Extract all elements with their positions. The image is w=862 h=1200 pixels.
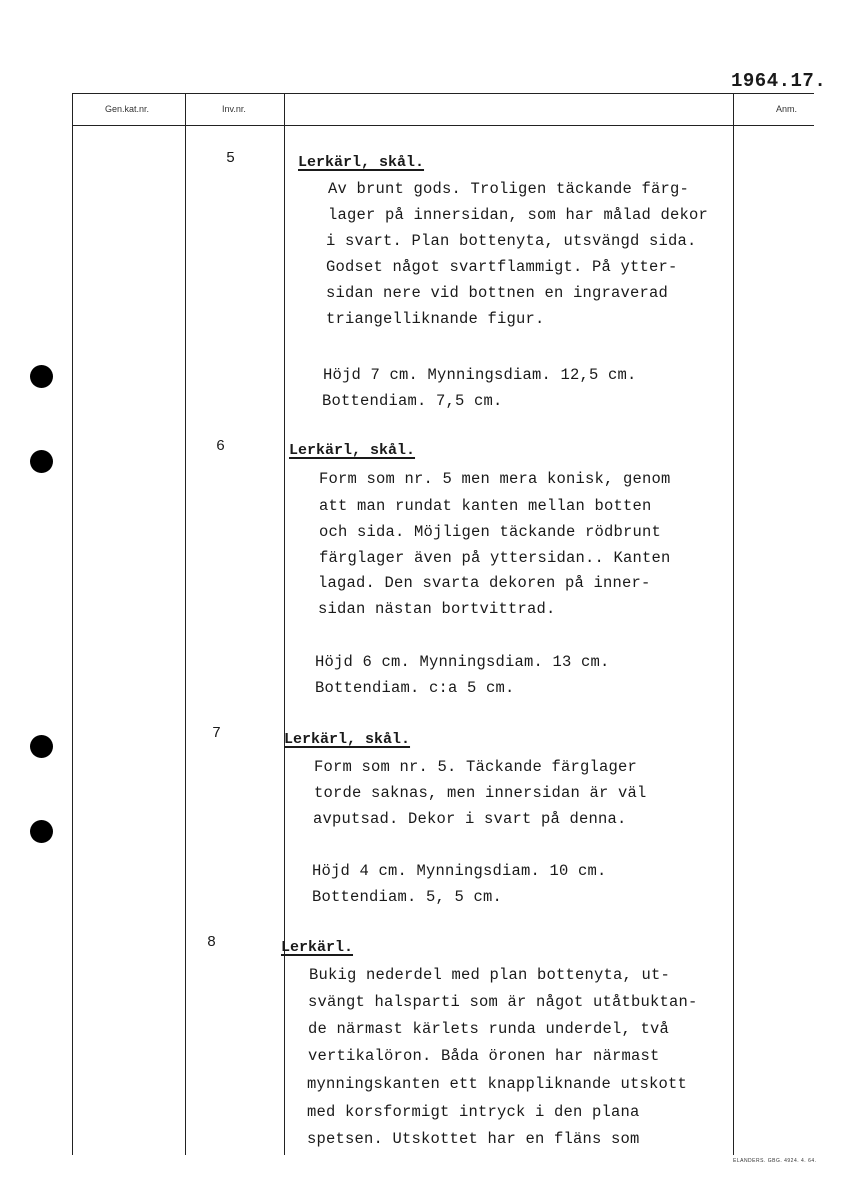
description-line: svängt halsparti som är något utåtbuktan- (308, 993, 698, 1011)
description-line: lagad. Den svarta dekoren på inner- (318, 574, 651, 592)
column-divider-left (72, 93, 73, 1155)
description-line: Bukig nederdel med plan bottenyta, ut- (309, 966, 671, 984)
description-line: sidan nästan bortvittrad. (318, 600, 556, 618)
entry-number: 5 (226, 150, 236, 167)
description-line: avputsad. Dekor i svart på denna. (313, 810, 627, 828)
punch-hole (30, 365, 53, 388)
description-line: de närmast kärlets runda underdel, två (308, 1020, 670, 1038)
entry-title: Lerkärl. (281, 939, 354, 956)
description-line: sidan nere vid bottnen en ingraverad (326, 284, 669, 302)
description-line: mynningskanten ett knappliknande utskott (307, 1075, 688, 1093)
description-line: färglager även på yttersidan.. Kanten (319, 549, 671, 567)
printer-footer: ELANDERS. GBG. 4924. 4. 64. (733, 1158, 817, 1164)
header-bottom-rule (72, 125, 814, 126)
header-top-rule (72, 93, 814, 94)
measurement-line: Bottendiam. c:a 5 cm. (315, 679, 515, 697)
description-line: i svart. Plan bottenyta, utsvängd sida. (326, 232, 697, 250)
document-number: 1964.17. (731, 70, 827, 92)
entry-title: Lerkärl, skål. (289, 442, 416, 459)
column-divider-text-anm (733, 93, 734, 1155)
measurement-line: Bottendiam. 7,5 cm. (322, 392, 503, 410)
description-line: triangelliknande figur. (326, 310, 545, 328)
entry-number: 7 (212, 725, 222, 742)
measurement-line: Höjd 4 cm. Mynningsdiam. 10 cm. (312, 862, 607, 880)
description-line: med korsformigt intryck i den plana (307, 1103, 640, 1121)
column-header-anm: Anm. (776, 104, 798, 114)
description-line: Form som nr. 5. Täckande färglager (314, 758, 638, 776)
column-divider-gen-inv (185, 93, 186, 1155)
punch-hole (30, 450, 53, 473)
measurement-line: Höjd 7 cm. Mynningsdiam. 12,5 cm. (323, 366, 637, 384)
description-line: Form som nr. 5 men mera konisk, genom (319, 470, 671, 488)
column-header-inv: Inv.nr. (222, 104, 246, 114)
measurement-line: Bottendiam. 5, 5 cm. (312, 888, 503, 906)
entry-title: Lerkärl, skål. (298, 154, 425, 171)
measurement-line: Höjd 6 cm. Mynningsdiam. 13 cm. (315, 653, 610, 671)
column-header-gen-kat: Gen.kat.nr. (105, 104, 150, 114)
entry-number: 8 (207, 934, 217, 951)
description-line: vertikalöron. Båda öronen har närmast (308, 1047, 660, 1065)
entry-title: Lerkärl, skål. (284, 731, 411, 748)
entry-number: 6 (216, 438, 226, 455)
column-divider-inv-text (284, 93, 285, 1155)
description-line: och sida. Möjligen täckande rödbrunt (319, 523, 662, 541)
punch-hole (30, 735, 53, 758)
punch-hole (30, 820, 53, 843)
description-line: Av brunt gods. Troligen täckande färg- (328, 180, 690, 198)
description-line: lager på innersidan, som har målad dekor (328, 206, 709, 224)
description-line: spetsen. Utskottet har en fläns som (307, 1130, 640, 1148)
description-line: att man rundat kanten mellan botten (319, 497, 652, 515)
description-line: torde saknas, men innersidan är väl (314, 784, 647, 802)
description-line: Godset något svartflammigt. På ytter- (326, 258, 678, 276)
